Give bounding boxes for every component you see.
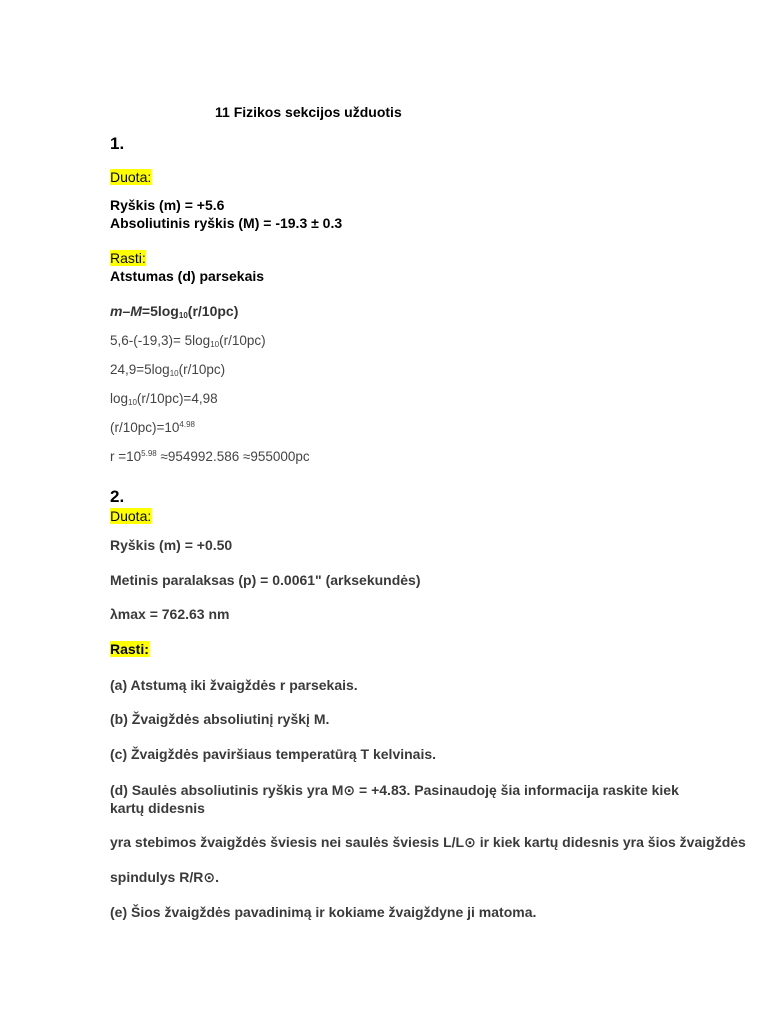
task-1-find-distance: Atstumas (d) parsekais xyxy=(110,268,265,284)
question-d-continued: yra stebimos žvaigždės šviesis nei saulės šviesis L/L⊙ ir kiek kartų didesnis yra šios žvaigždės xyxy=(110,834,746,850)
step-1-base: 10 xyxy=(210,340,220,349)
step-2-left: 24,9=5log xyxy=(110,362,170,377)
task-1-number: 1. xyxy=(110,134,125,153)
question-d-end: spindulys R/R⊙. xyxy=(110,869,219,885)
step-4-exponent: 4.98 xyxy=(179,420,195,429)
task-1-find-label: Rasti: xyxy=(110,250,146,266)
solution-step-1 xyxy=(110,333,266,349)
question-d: (d) Saulės absoliutinis ryškis yra M⊙ = +4.83. Pasinaudoję šia informacija raskite kiek kartų didesnis xyxy=(110,782,679,816)
step-3-right: (r/10pc)=4,98 xyxy=(136,391,218,406)
solution-step-2 xyxy=(110,362,225,378)
step-5-result: ≈954992.586 ≈955000pc xyxy=(156,449,310,464)
task-1-given-label: Duota: xyxy=(110,169,152,185)
step-5-exponent: 5.98 xyxy=(141,449,157,458)
task-2-number: 2. xyxy=(110,487,125,506)
formula-log-base: 10 xyxy=(178,311,188,320)
step-3-left: log xyxy=(110,391,129,406)
question-b: (b) Žvaigždės absoliutinį ryškį M. xyxy=(110,711,330,727)
task-2-given-lambda-max: λmax = 762.63 nm xyxy=(110,606,230,622)
task-2-given-parallax: Metinis paralaksas (p) = 0.0061" (arksekundės) xyxy=(110,572,421,588)
solution-step-5 xyxy=(110,449,310,464)
task-2-given-magnitude: Ryškis (m) = +0.50 xyxy=(110,537,233,553)
step-1-left: 5,6-(-19,3)= 5log xyxy=(110,333,211,348)
task-1-given-absolute-magnitude: Absoliutinis ryškis (M) = -19.3 ± 0.3 xyxy=(110,215,343,231)
step-2-right: (r/10pc) xyxy=(178,362,226,377)
step-4-left: (r/10pc)=10 xyxy=(110,420,180,435)
formula-5log: =5log xyxy=(141,303,179,319)
solution-step-4 xyxy=(110,420,195,435)
task-2-given-label: Duota: xyxy=(110,508,152,524)
distance-modulus-formula xyxy=(110,303,238,320)
question-e: (e) Šios žvaigždės pavadinimą ir kokiame žvaigždyne ji matoma. xyxy=(110,904,537,920)
solution-step-3 xyxy=(110,391,218,407)
step-3-base: 10 xyxy=(128,398,137,407)
formula-m-minus-M: m–M xyxy=(110,303,142,319)
step-5-left: r =10 xyxy=(110,449,142,464)
task-2-find-label: Rasti: xyxy=(110,641,149,657)
step-1-right: (r/10pc) xyxy=(219,333,266,348)
question-c: (c) Žvaigždės paviršiaus temperatūrą T kelvinais. xyxy=(110,746,437,762)
task-1-given-magnitude: Ryškis (m) = +5.6 xyxy=(110,197,225,213)
document-title: 11 Fizikos sekcijos užduotis xyxy=(215,104,402,120)
question-a: (a) Atstumą iki žvaigždės r parsekais. xyxy=(110,677,358,693)
formula-argument: (r/10pc) xyxy=(187,303,239,319)
step-2-base: 10 xyxy=(169,369,179,378)
